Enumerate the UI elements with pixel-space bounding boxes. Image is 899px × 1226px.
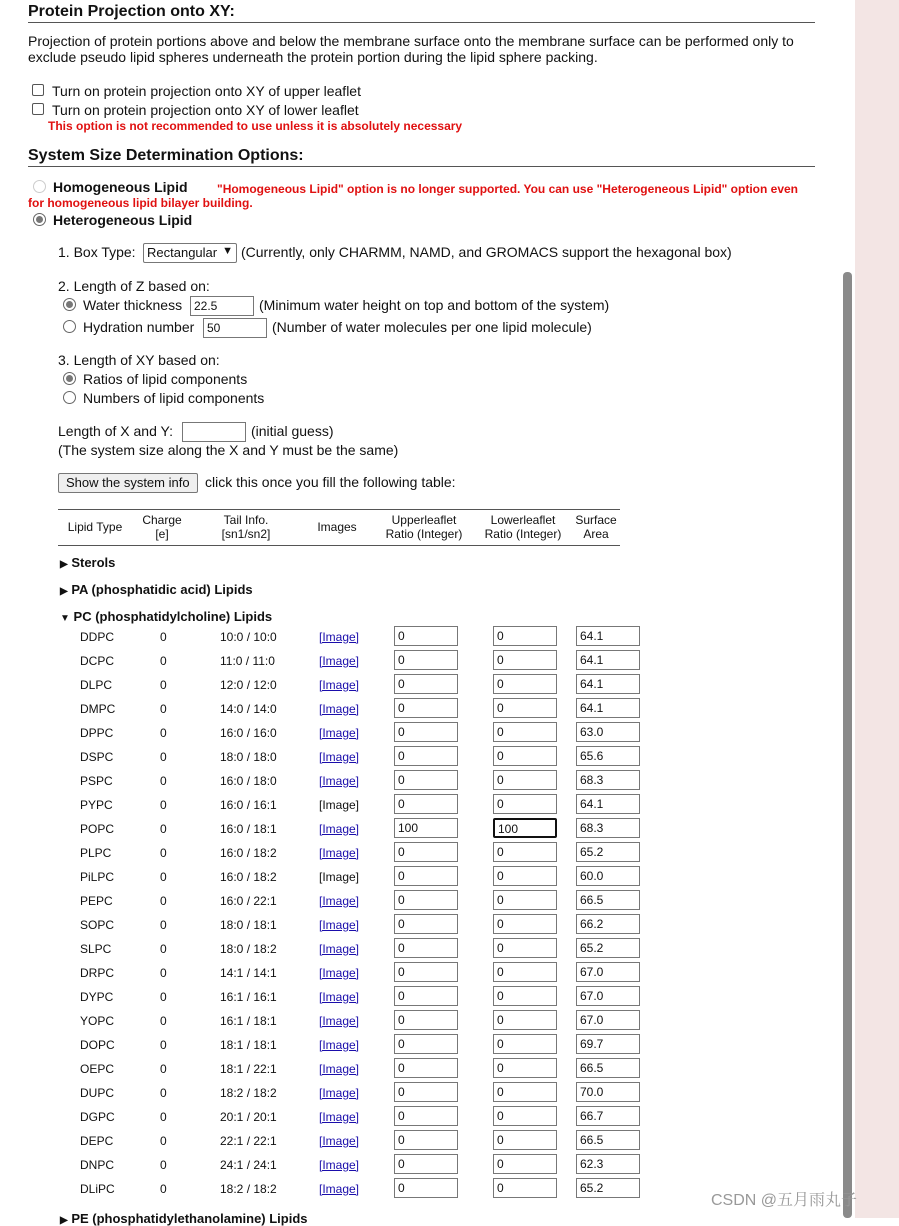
surface-area-input[interactable]: 66.5 — [576, 890, 640, 910]
lower-leaflet-label: Turn on protein projection onto XY of lower leaflet — [52, 102, 359, 118]
lipid-charge: 0 — [160, 654, 167, 668]
lipid-tail-info: 10:0 / 10:0 — [220, 630, 277, 644]
lipid-charge: 0 — [160, 702, 167, 716]
side-panel-background — [855, 0, 899, 1218]
lipid-tail-info: 18:0 / 18:1 — [220, 918, 277, 932]
upper-ratio-input[interactable]: 0 — [394, 1010, 458, 1030]
lipid-name: PYPC — [80, 798, 113, 812]
header-charge-line1: Charge — [142, 513, 182, 527]
lipid-tail-info: 16:0 / 18:1 — [220, 822, 277, 836]
projection-description: Projection of protein portions above and below the membrane surface onto the membrane surface can be performed only to exclude pseudo lipid spheres underneath the protein portion during the lipid sphere packing. — [28, 33, 794, 65]
category-pc-label: PC (phosphatidylcholine) Lipids — [73, 609, 273, 624]
show-system-info-note: click this once you fill the following table: — [205, 474, 456, 490]
lipid-tail-info: 16:0 / 22:1 — [220, 894, 277, 908]
lower-leaflet-checkbox[interactable] — [32, 103, 44, 115]
lower-ratio-input[interactable]: 0 — [493, 890, 557, 910]
category-sterols-label: Sterols — [71, 555, 116, 570]
lower-ratio-input[interactable]: 0 — [493, 770, 557, 790]
header-surface-line2: Area — [583, 527, 609, 541]
surface-area-input[interactable]: 60.0 — [576, 866, 640, 886]
water-thickness-radio[interactable] — [63, 298, 76, 311]
surface-area-input[interactable]: 67.0 — [576, 986, 640, 1006]
upper-ratio-input[interactable]: 0 — [394, 650, 458, 670]
header-lowerleaflet — [479, 513, 567, 541]
lower-ratio-input[interactable]: 100 — [493, 818, 557, 838]
lipid-name: DLiPC — [80, 1182, 115, 1196]
image-link[interactable]: [Image] — [319, 726, 360, 740]
table-header-rule — [58, 545, 620, 546]
lower-ratio-input[interactable]: 0 — [493, 626, 557, 646]
projection-title: Protein Projection onto XY: — [28, 3, 235, 20]
system-size-title: System Size Determination Options: — [28, 147, 304, 164]
upper-ratio-input[interactable]: 0 — [394, 1178, 458, 1198]
image-link[interactable]: [Image] — [319, 822, 360, 836]
lower-ratio-input[interactable]: 0 — [493, 794, 557, 814]
lower-ratio-input[interactable]: 0 — [493, 1106, 557, 1126]
lipid-name: DRPC — [80, 966, 115, 980]
upper-ratio-input[interactable]: 0 — [394, 722, 458, 742]
upper-ratio-input[interactable]: 0 — [394, 698, 458, 718]
lipid-charge: 0 — [160, 918, 167, 932]
lipid-name: PEPC — [80, 894, 113, 908]
image-link[interactable]: [Image] — [319, 966, 360, 980]
upper-ratio-input[interactable]: 0 — [394, 746, 458, 766]
upper-ratio-input[interactable]: 0 — [394, 866, 458, 886]
image-link[interactable]: [Image] — [319, 702, 360, 716]
lipid-tail-info: 22:1 / 22:1 — [220, 1134, 277, 1148]
lipid-charge: 0 — [160, 630, 167, 644]
image-link[interactable]: [Image] — [319, 1134, 360, 1148]
hydration-number-label: Hydration number — [83, 319, 195, 335]
header-lipid-type: Lipid Type — [67, 520, 123, 534]
lipid-tail-info: 16:1 / 16:1 — [220, 990, 277, 1004]
header-charge-line2: [e] — [155, 527, 169, 541]
surface-area-input[interactable]: 62.3 — [576, 1154, 640, 1174]
surface-area-input[interactable]: 66.7 — [576, 1106, 640, 1126]
lipid-tail-info: 16:0 / 16:1 — [220, 798, 277, 812]
xy-length-input[interactable] — [182, 422, 246, 442]
surface-area-input[interactable]: 64.1 — [576, 794, 640, 814]
lower-ratio-input[interactable]: 0 — [493, 722, 557, 742]
lower-ratio-input[interactable]: 0 — [493, 962, 557, 982]
box-type-label: 1. Box Type: — [58, 244, 136, 260]
image-link[interactable]: [Image] — [319, 1158, 360, 1172]
lipid-name: DMPC — [80, 702, 116, 716]
lipid-tail-info: 24:1 / 24:1 — [220, 1158, 277, 1172]
lower-ratio-input[interactable]: 0 — [493, 746, 557, 766]
lipid-tail-info: 18:0 / 18:2 — [220, 942, 277, 956]
upper-ratio-input[interactable]: 0 — [394, 626, 458, 646]
lipid-charge: 0 — [160, 1134, 167, 1148]
lipid-name: YOPC — [80, 1014, 115, 1028]
caret-right-icon: ▶ — [60, 586, 68, 597]
lipid-tail-info: 11:0 / 11:0 — [220, 654, 275, 668]
header-tail-line2: [sn1/sn2] — [221, 527, 271, 541]
header-charge — [132, 513, 192, 541]
lipid-name: OEPC — [80, 1062, 115, 1076]
surface-area-input[interactable]: 68.3 — [576, 818, 640, 838]
xy-length-basis-label: 3. Length of XY based on: — [58, 352, 220, 368]
lipid-name: DGPC — [80, 1110, 115, 1124]
lower-ratio-input[interactable]: 0 — [493, 1082, 557, 1102]
lipid-name: DNPC — [80, 1158, 115, 1172]
surface-area-input[interactable]: 68.3 — [576, 770, 640, 790]
surface-area-input[interactable]: 70.0 — [576, 1082, 640, 1102]
section-divider — [28, 166, 815, 167]
lipid-name: DUPC — [80, 1086, 115, 1100]
lower-ratio-input[interactable]: 0 — [493, 674, 557, 694]
lipid-name: DEPC — [80, 1134, 114, 1148]
surface-area-input[interactable]: 66.2 — [576, 914, 640, 934]
lipid-name: DSPC — [80, 750, 114, 764]
lipid-charge: 0 — [160, 1110, 167, 1124]
lipid-charge: 0 — [160, 846, 167, 860]
lower-ratio-input[interactable]: 0 — [493, 914, 557, 934]
image-link[interactable]: [Image] — [319, 1086, 360, 1100]
lipid-charge: 0 — [160, 726, 167, 740]
xy-length-label: Length of X and Y: — [58, 423, 173, 439]
lower-ratio-input[interactable]: 0 — [493, 698, 557, 718]
upper-ratio-input[interactable]: 0 — [394, 890, 458, 910]
lipid-name: DYPC — [80, 990, 114, 1004]
lower-ratio-input[interactable]: 0 — [493, 1034, 557, 1054]
upper-ratio-input[interactable]: 0 — [394, 1058, 458, 1078]
xy-length-note: (initial guess) — [251, 423, 334, 439]
homogeneous-note: "Homogeneous Lipid" option is no longer supported. You can use "Heterogeneous Lipid" option even — [217, 182, 799, 196]
surface-area-input[interactable]: 66.5 — [576, 1058, 640, 1078]
lipid-charge: 0 — [160, 870, 167, 884]
image-link[interactable]: [Image] — [319, 1014, 360, 1028]
image-label: [Image] — [319, 870, 360, 884]
lipid-charge: 0 — [160, 942, 167, 956]
lower-ratio-input[interactable]: 0 — [493, 1154, 557, 1174]
header-upperleaflet — [380, 513, 468, 541]
lipid-tail-info: 20:1 / 20:1 — [220, 1110, 277, 1124]
lipid-charge: 0 — [160, 1014, 167, 1028]
upper-ratio-input[interactable]: 0 — [394, 1154, 458, 1174]
lipid-charge: 0 — [160, 990, 167, 1004]
lipid-tail-info: 18:0 / 18:0 — [220, 750, 277, 764]
category-pe-label: PE (phosphatidylethanolamine) Lipids — [71, 1211, 308, 1226]
image-link[interactable]: [Image] — [319, 630, 360, 644]
upper-ratio-input[interactable]: 0 — [394, 986, 458, 1006]
homogeneous-note-2: for homogeneous lipid bilayer building. — [28, 196, 253, 210]
surface-area-input[interactable]: 66.5 — [576, 1130, 640, 1150]
surface-area-input[interactable]: 64.1 — [576, 674, 640, 694]
water-thickness-label: Water thickness — [83, 297, 183, 313]
lipid-name: PSPC — [80, 774, 113, 788]
heterogeneous-radio[interactable] — [33, 213, 46, 226]
lower-ratio-input[interactable]: 0 — [493, 986, 557, 1006]
lower-ratio-input[interactable]: 0 — [493, 1010, 557, 1030]
lipid-name: DOPC — [80, 1038, 115, 1052]
lower-ratio-input[interactable]: 0 — [493, 1058, 557, 1078]
header-surface-line1: Surface — [575, 513, 617, 527]
lipid-charge: 0 — [160, 1086, 167, 1100]
surface-area-input[interactable]: 65.2 — [576, 842, 640, 862]
upper-leaflet-label: Turn on protein projection onto XY of upper leaflet — [52, 83, 361, 99]
surface-area-input[interactable]: 64.1 — [576, 698, 640, 718]
lipid-tail-info: 16:0 / 18:2 — [220, 846, 277, 860]
upper-ratio-input[interactable]: 0 — [394, 1082, 458, 1102]
upper-ratio-input[interactable]: 0 — [394, 794, 458, 814]
header-lower-line2: Ratio (Integer) — [484, 527, 562, 541]
hydration-number-radio[interactable] — [63, 320, 76, 333]
lipid-name: DCPC — [80, 654, 115, 668]
lipid-tail-info: 18:2 / 18:2 — [220, 1182, 277, 1196]
caret-right-icon: ▶ — [60, 559, 68, 570]
category-pc[interactable] — [60, 609, 272, 624]
numbers-label: Numbers of lipid components — [83, 390, 265, 406]
image-link[interactable]: [Image] — [319, 846, 360, 860]
surface-area-input[interactable]: 64.1 — [576, 626, 640, 646]
header-lower-line1: Lowerleaflet — [490, 513, 556, 527]
lipid-name: PLPC — [80, 846, 112, 860]
homogeneous-label: Homogeneous Lipid — [53, 179, 188, 195]
header-tail-line1: Tail Info. — [223, 513, 269, 527]
upper-ratio-input[interactable]: 0 — [394, 842, 458, 862]
lipid-tail-info: 14:0 / 14:0 — [220, 702, 277, 716]
upper-ratio-input[interactable]: 0 — [394, 962, 458, 982]
z-length-label: 2. Length of Z based on: — [58, 278, 210, 294]
table-top-rule — [58, 509, 620, 510]
hydration-number-input[interactable]: 50 — [203, 318, 267, 338]
lipid-charge: 0 — [160, 966, 167, 980]
ratios-radio[interactable] — [63, 372, 76, 385]
caret-down-icon: ▼ — [60, 613, 70, 624]
lipid-charge: 0 — [160, 1038, 167, 1052]
caret-right-icon: ▶ — [60, 1215, 68, 1226]
surface-area-input[interactable]: 65.6 — [576, 746, 640, 766]
surface-area-input[interactable]: 67.0 — [576, 1010, 640, 1030]
lipid-charge: 0 — [160, 750, 167, 764]
lipid-charge: 0 — [160, 678, 167, 692]
image-link[interactable]: [Image] — [319, 654, 360, 668]
surface-area-input[interactable]: 63.0 — [576, 722, 640, 742]
lipid-name: SOPC — [80, 918, 115, 932]
upper-leaflet-checkbox[interactable] — [32, 84, 44, 96]
lower-ratio-input[interactable]: 0 — [493, 938, 557, 958]
image-link[interactable]: [Image] — [319, 1038, 360, 1052]
lipid-tail-info: 16:0 / 16:0 — [220, 726, 277, 740]
lipid-tail-info: 14:1 / 14:1 — [220, 966, 277, 980]
lower-ratio-input[interactable]: 0 — [493, 1130, 557, 1150]
lipid-charge: 0 — [160, 798, 167, 812]
upper-ratio-input[interactable]: 100 — [394, 818, 458, 838]
upper-ratio-input[interactable]: 0 — [394, 914, 458, 934]
lower-ratio-input[interactable]: 0 — [493, 842, 557, 862]
lipid-name: PiLPC — [80, 870, 115, 884]
box-type-value: Rectangular — [147, 245, 218, 260]
box-type-select[interactable] — [143, 243, 237, 263]
lipid-tail-info: 12:0 / 12:0 — [220, 678, 277, 692]
lipid-charge: 0 — [160, 1158, 167, 1172]
surface-area-input[interactable]: 67.0 — [576, 962, 640, 982]
surface-area-input[interactable]: 65.2 — [576, 938, 640, 958]
upper-ratio-input[interactable]: 0 — [394, 1034, 458, 1054]
lipid-tail-info: 18:1 / 22:1 — [220, 1062, 277, 1076]
lipid-name: POPC — [80, 822, 115, 836]
image-link[interactable]: [Image] — [319, 894, 360, 908]
hydration-number-note: (Number of water molecules per one lipid molecule) — [272, 319, 592, 335]
upper-ratio-input[interactable]: 0 — [394, 938, 458, 958]
numbers-radio[interactable] — [63, 391, 76, 404]
watermark-text: CSDN @五月雨丸子 — [711, 1192, 858, 1209]
surface-area-input[interactable]: 69.7 — [576, 1034, 640, 1054]
header-upper-line2: Ratio (Integer) — [385, 527, 463, 541]
lower-ratio-input[interactable]: 0 — [493, 650, 557, 670]
image-label: [Image] — [319, 798, 360, 812]
surface-area-input[interactable]: 64.1 — [576, 650, 640, 670]
header-images: Images — [317, 520, 357, 534]
image-link[interactable]: [Image] — [319, 1182, 360, 1196]
upper-ratio-input[interactable]: 0 — [394, 1106, 458, 1126]
show-system-info-button[interactable]: Show the system info — [58, 473, 198, 493]
lipid-tail-info: 16:0 / 18:0 — [220, 774, 277, 788]
category-sterols[interactable] — [60, 555, 115, 570]
scrollbar-thumb[interactable] — [843, 272, 852, 1218]
water-thickness-note: (Minimum water height on top and bottom of the system) — [259, 297, 610, 313]
image-link[interactable]: [Image] — [319, 774, 360, 788]
section-divider — [28, 22, 815, 23]
lipid-tail-info: 18:2 / 18:2 — [220, 1086, 277, 1100]
lipid-charge: 0 — [160, 1062, 167, 1076]
box-type-note: (Currently, only CHARMM, NAMD, and GROMACS support the hexagonal box) — [241, 244, 732, 260]
lipid-tail-info: 16:0 / 18:2 — [220, 870, 277, 884]
image-link[interactable]: [Image] — [319, 918, 360, 932]
image-link[interactable]: [Image] — [319, 990, 360, 1004]
heterogeneous-label: Heterogeneous Lipid — [53, 212, 193, 228]
projection-warning: This option is not recommended to use unless it is absolutely necessary — [48, 119, 463, 133]
lipid-charge: 0 — [160, 1182, 167, 1196]
lipid-name: DDPC — [80, 630, 115, 644]
lipid-tail-info: 16:1 / 18:1 — [220, 1014, 277, 1028]
lipid-charge: 0 — [160, 894, 167, 908]
lipid-name: DPPC — [80, 726, 114, 740]
image-link[interactable]: [Image] — [319, 750, 360, 764]
image-link[interactable]: [Image] — [319, 942, 360, 956]
header-tail-info — [206, 513, 286, 541]
upper-ratio-input[interactable]: 0 — [394, 674, 458, 694]
water-thickness-input[interactable]: 22.5 — [190, 296, 254, 316]
chevron-down-icon: ▼ — [222, 245, 233, 257]
lipid-charge: 0 — [160, 822, 167, 836]
upper-ratio-input[interactable]: 0 — [394, 770, 458, 790]
upper-ratio-input[interactable]: 0 — [394, 1130, 458, 1150]
header-surface-area — [570, 513, 622, 541]
surface-area-input[interactable]: 65.2 — [576, 1178, 640, 1198]
image-link[interactable]: [Image] — [319, 1062, 360, 1076]
category-pe[interactable] — [60, 1211, 308, 1226]
category-pa[interactable] — [60, 582, 253, 597]
image-link[interactable]: [Image] — [319, 678, 360, 692]
lower-ratio-input[interactable]: 0 — [493, 866, 557, 886]
lipid-name: SLPC — [80, 942, 112, 956]
lipid-charge: 0 — [160, 774, 167, 788]
lipid-tail-info: 18:1 / 18:1 — [220, 1038, 277, 1052]
ratios-label: Ratios of lipid components — [83, 371, 248, 387]
lower-ratio-input[interactable]: 0 — [493, 1178, 557, 1198]
lipid-name: DLPC — [80, 678, 113, 692]
homogeneous-radio[interactable] — [33, 180, 46, 193]
image-link[interactable]: [Image] — [319, 1110, 360, 1124]
category-pa-label: PA (phosphatidic acid) Lipids — [71, 582, 253, 597]
xy-same-note: (The system size along the X and Y must be the same) — [58, 442, 399, 458]
header-upper-line1: Upperleaflet — [391, 513, 457, 527]
